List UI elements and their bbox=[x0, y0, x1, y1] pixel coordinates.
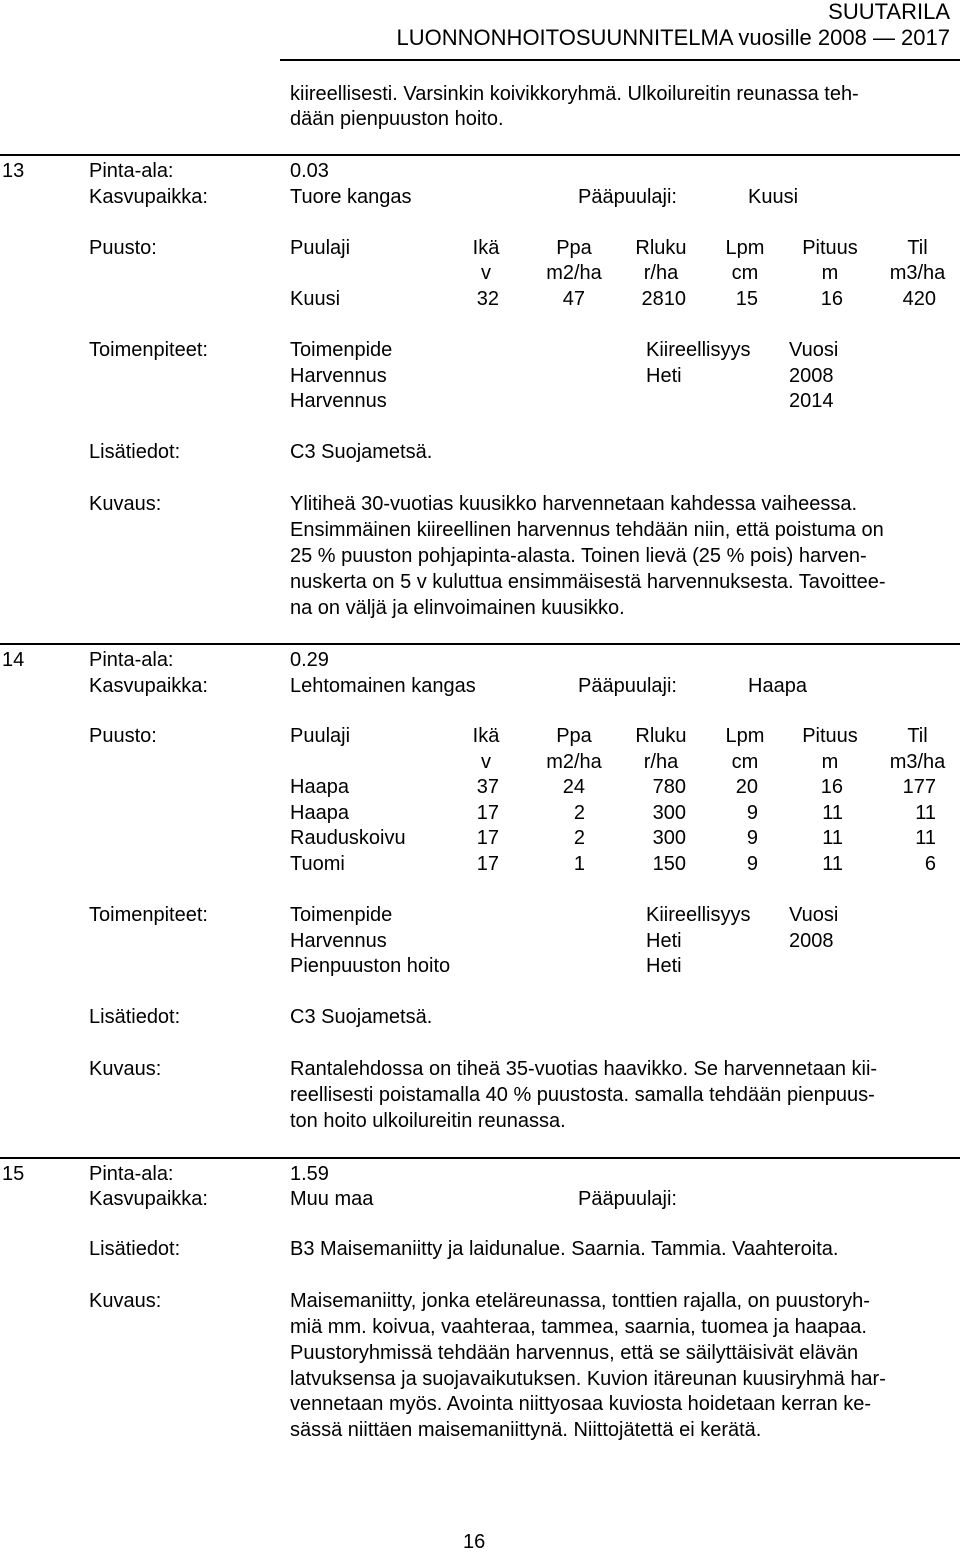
cell-age: 17 bbox=[476, 827, 499, 849]
lisatiedot-value: C3 Suojametsä. bbox=[290, 441, 433, 463]
cell-pituus: 11 bbox=[822, 802, 843, 824]
cell-species: Rauduskoivu bbox=[290, 827, 406, 849]
col-header: Rluku bbox=[635, 725, 687, 747]
cell-measure: Pienpuuston hoito bbox=[290, 955, 451, 977]
intro-line: kiireellisesti. Varsinkin koivikkoryhmä. Ulkoilureitin reunassa teh- bbox=[290, 83, 859, 105]
cell-lpm: 9 bbox=[746, 827, 758, 849]
cell-year: 2008 bbox=[789, 930, 834, 952]
area-value: 0.29 bbox=[290, 649, 329, 671]
cell-measure: Harvennus bbox=[290, 390, 387, 412]
col-header: Toimenpide bbox=[290, 904, 393, 926]
col-header: Ikä bbox=[472, 725, 500, 747]
area-label: Pinta-ala: bbox=[89, 1163, 174, 1185]
header-site-name: SUUTARILA bbox=[828, 0, 950, 24]
cell-age: 32 bbox=[476, 288, 499, 310]
kuvaus-line: Ylitiheä 30-vuotias kuusikko harvennetaan kahdessa vaiheessa. bbox=[290, 493, 858, 515]
unit-header: m3/ha bbox=[889, 751, 946, 773]
cell-species: Tuomi bbox=[290, 853, 345, 875]
col-header: Kiireellisyys bbox=[646, 339, 751, 361]
cell-pituus: 16 bbox=[820, 288, 843, 310]
area-label: Pinta-ala: bbox=[89, 160, 174, 182]
section-divider bbox=[0, 1157, 960, 1159]
section-number: 15 bbox=[2, 1163, 25, 1185]
intro-line: dään pienpuuston hoito. bbox=[290, 108, 504, 130]
cell-til: 177 bbox=[902, 776, 936, 798]
header-plan-title: LUONNONHOITOSUUNNITELMA vuosille 2008 — 2017 bbox=[396, 25, 950, 50]
area-value: 1.59 bbox=[290, 1163, 329, 1185]
unit-header: m2/ha bbox=[546, 751, 602, 773]
col-header: Lpm bbox=[725, 725, 765, 747]
kasvupaikka-label: Kasvupaikka: bbox=[89, 675, 208, 697]
cell-ppa: 24 bbox=[562, 776, 585, 798]
lisatiedot-label: Lisätiedot: bbox=[89, 441, 181, 463]
section-divider bbox=[0, 154, 960, 156]
kuvaus-line: sässä niittäen maisemaniittynä. Niittojätettä ei kerätä. bbox=[290, 1419, 762, 1441]
cell-pituus: 11 bbox=[822, 827, 843, 849]
paapuulaji-label: Pääpuulaji: bbox=[578, 1188, 677, 1210]
paapuulaji-value: Haapa bbox=[748, 675, 807, 697]
kuvaus-label: Kuvaus: bbox=[89, 1290, 162, 1312]
kuvaus-label: Kuvaus: bbox=[89, 493, 162, 515]
kuvaus-label: Kuvaus: bbox=[89, 1058, 162, 1080]
cell-age: 17 bbox=[476, 802, 499, 824]
col-header: Vuosi bbox=[789, 904, 839, 926]
lisatiedot-value: B3 Maisemaniitty ja laidunalue. Saarnia. Tammia. Vaahteroita. bbox=[290, 1238, 839, 1260]
col-header: Puulaji bbox=[290, 237, 351, 259]
cell-species: Kuusi bbox=[290, 288, 341, 310]
toimenpiteet-label: Toimenpiteet: bbox=[89, 904, 208, 926]
kasvupaikka-value: Lehtomainen kangas bbox=[290, 675, 476, 697]
cell-pituus: 11 bbox=[822, 853, 843, 875]
cell-lpm: 15 bbox=[735, 288, 758, 310]
paapuulaji-label: Pääpuulaji: bbox=[578, 675, 677, 697]
col-header: Toimenpide bbox=[290, 339, 393, 361]
lisatiedot-label: Lisätiedot: bbox=[89, 1238, 181, 1260]
col-header: Ppa bbox=[556, 237, 592, 259]
cell-til: 11 bbox=[915, 802, 936, 824]
kasvupaikka-value: Tuore kangas bbox=[290, 186, 412, 208]
unit-header: m3/ha bbox=[889, 262, 946, 284]
cell-rluku: 300 bbox=[652, 827, 686, 849]
cell-measure: Harvennus bbox=[290, 365, 387, 387]
cell-pituus: 16 bbox=[820, 776, 843, 798]
section-divider bbox=[0, 643, 960, 645]
kuvaus-line: nuskerta on 5 v kuluttua ensimmäisestä harvennuksesta. Tavoittee- bbox=[290, 571, 886, 593]
cell-year: 2008 bbox=[789, 365, 834, 387]
kuvaus-line: Puustoryhmissä tehdään harvennus, että se säilyttäisivät elävän bbox=[290, 1342, 859, 1364]
kuvaus-line: vennetaan myös. Avointa niittyosaa kuviosta hoidetaan kerran ke- bbox=[290, 1393, 872, 1415]
toimenpiteet-label: Toimenpiteet: bbox=[89, 339, 208, 361]
cell-species: Haapa bbox=[290, 776, 349, 798]
paapuulaji-label: Pääpuulaji: bbox=[578, 186, 677, 208]
lisatiedot-label: Lisätiedot: bbox=[89, 1006, 181, 1028]
kasvupaikka-value: Muu maa bbox=[290, 1188, 374, 1210]
cell-ppa: 2 bbox=[573, 802, 585, 824]
col-header: Kiireellisyys bbox=[646, 904, 751, 926]
kuvaus-line: reellisesti poistamalla 40 % puustosta. samalla tehdään pienpuus- bbox=[290, 1084, 875, 1106]
cell-rluku: 780 bbox=[652, 776, 686, 798]
cell-urgency: Heti bbox=[646, 955, 682, 977]
cell-lpm: 20 bbox=[735, 776, 758, 798]
kuvaus-line: latvuksensa ja suojavaikutuksen. Kuvion itäreunan kuusiryhmä har- bbox=[290, 1368, 886, 1390]
cell-rluku: 150 bbox=[652, 853, 686, 875]
kuvaus-line: 25 % puuston pohjapinta-alasta. Toinen lievä (25 % pois) harven- bbox=[290, 545, 867, 567]
area-label: Pinta-ala: bbox=[89, 649, 174, 671]
cell-ppa: 2 bbox=[573, 827, 585, 849]
paapuulaji-value: Kuusi bbox=[748, 186, 799, 208]
section-number: 13 bbox=[2, 160, 25, 182]
cell-species: Haapa bbox=[290, 802, 349, 824]
unit-header: m2/ha bbox=[546, 262, 602, 284]
col-header: Til bbox=[907, 237, 928, 259]
col-header: Rluku bbox=[635, 237, 687, 259]
col-header: Puulaji bbox=[290, 725, 351, 747]
unit-header: cm bbox=[731, 751, 759, 773]
col-header: Ikä bbox=[472, 237, 500, 259]
cell-rluku: 300 bbox=[652, 802, 686, 824]
cell-urgency: Heti bbox=[646, 930, 682, 952]
unit-header: cm bbox=[731, 262, 759, 284]
cell-lpm: 9 bbox=[746, 853, 758, 875]
cell-rluku: 2810 bbox=[641, 288, 686, 310]
unit-header: r/ha bbox=[643, 751, 679, 773]
header-rule bbox=[280, 59, 960, 61]
kuvaus-line: Maisemaniitty, jonka eteläreunassa, tonttien rajalla, on puustoryh- bbox=[290, 1290, 870, 1312]
cell-til: 6 bbox=[924, 853, 936, 875]
kasvupaikka-label: Kasvupaikka: bbox=[89, 186, 208, 208]
cell-til: 420 bbox=[902, 288, 936, 310]
unit-header: v bbox=[481, 751, 491, 773]
kuvaus-line: miä mm. koivua, vaahteraa, tammea, saarnia, tuomea ja haapaa. bbox=[290, 1316, 867, 1338]
cell-urgency: Heti bbox=[646, 365, 682, 387]
kuvaus-line: ton hoito ulkoilureitin reunassa. bbox=[290, 1110, 566, 1132]
col-header: Lpm bbox=[725, 237, 765, 259]
kuvaus-line: Ensimmäinen kiireellinen harvennus tehdään niin, että poistuma on bbox=[290, 519, 884, 541]
col-header: Pituus bbox=[802, 725, 858, 747]
col-header: Til bbox=[907, 725, 928, 747]
cell-lpm: 9 bbox=[746, 802, 758, 824]
kuvaus-line: na on väljä ja elinvoimainen kuusikko. bbox=[290, 597, 625, 619]
lisatiedot-value: C3 Suojametsä. bbox=[290, 1006, 433, 1028]
unit-header: m bbox=[821, 262, 839, 284]
puusto-label: Puusto: bbox=[89, 237, 157, 259]
page-number: 16 bbox=[463, 1531, 486, 1553]
puusto-label: Puusto: bbox=[89, 725, 157, 747]
kasvupaikka-label: Kasvupaikka: bbox=[89, 1188, 208, 1210]
cell-year: 2014 bbox=[789, 390, 834, 412]
col-header: Pituus bbox=[802, 237, 858, 259]
cell-age: 17 bbox=[476, 853, 499, 875]
section-number: 14 bbox=[2, 649, 25, 671]
cell-ppa: 1 bbox=[573, 853, 585, 875]
col-header: Vuosi bbox=[789, 339, 839, 361]
col-header: Ppa bbox=[556, 725, 592, 747]
cell-age: 37 bbox=[476, 776, 499, 798]
area-value: 0.03 bbox=[290, 160, 329, 182]
unit-header: r/ha bbox=[643, 262, 679, 284]
cell-ppa: 47 bbox=[562, 288, 585, 310]
cell-til: 11 bbox=[915, 827, 936, 849]
kuvaus-line: Rantalehdossa on tiheä 35-vuotias haavikko. Se harvennetaan kii- bbox=[290, 1058, 878, 1080]
unit-header: v bbox=[481, 262, 491, 284]
unit-header: m bbox=[821, 751, 839, 773]
cell-measure: Harvennus bbox=[290, 930, 387, 952]
